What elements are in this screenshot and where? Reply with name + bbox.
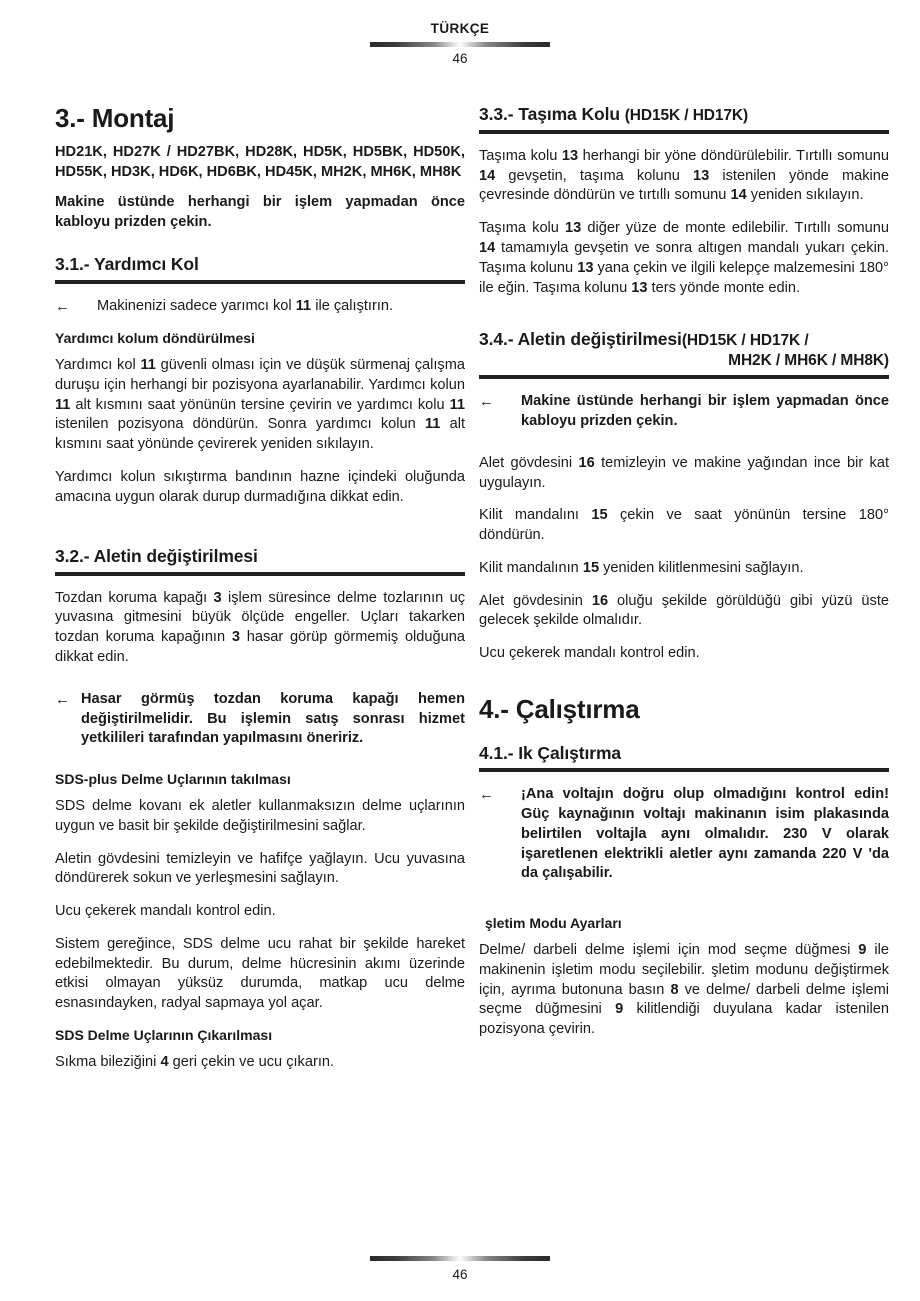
paragraph-sds-chuck: SDS delme kovanı ek aletler kullanmaksızın delme uçlarının uygun ve basit bir şekilde değiştirilmesini sağlar. — [55, 797, 465, 834]
paragraph-carry-handle-mount: Taşıma kolu 13 diğer yüze de monte edilebilir. Tırtıllı somunu 14 tamamıyla gevşetin ve sonra altıgen mandalı yukarı çekin. Taşıma kolunu 13 yana çekin ve ilgili kelepçe malzemesini 180° ile eğin. Taşıma kolunu 13 ters yönde monte edin. — [479, 220, 890, 296]
subheading-operating-mode-settings: şletim Modu Ayarları — [485, 915, 622, 932]
section-heading-3-1: 3.1.- Yardımcı Kol — [55, 254, 199, 275]
section-rule — [479, 375, 889, 379]
spacer — [479, 311, 889, 329]
model-list: HD21K, HD27K / HD27BK, HD28K, HD5K, HD5BK, HD50K, HD55K, HD3K, HD6K, HD6BK, HD45K, MH2K, MH6K, MH8K — [55, 144, 465, 180]
section-rule — [479, 768, 889, 772]
note-mains-voltage — [479, 785, 889, 884]
bullet-arrow-icon: ← — [55, 297, 70, 315]
section-rule — [55, 280, 465, 284]
paragraph-aux-handle-adjust: Yardımcı kol 11 güvenli olması için ve düşük sürmenaj çalışma duruşu için herhangi bir pozisyona ayarlanabilir. Yardımcı kolun 11 alt kısmını saat yönünün tersine çevirin ve yardımcı kolu 11 istenilen pozisyona döndürün. Sonra yardımcı kolun 11 alt kısmını saat yönünde çevirerek yeniden sıkılayın. — [55, 357, 465, 453]
spacer — [55, 520, 465, 546]
paragraph-clamp-ring: Sıkma bileziğini 4 geri çekin ve ucu çıkarın. — [55, 1053, 335, 1070]
paragraph-clean-lubricate: Aletin gövdesini temizleyin ve hafifçe yağlayın. Ucu yuvasına döndürerek sokun ve yerleşmesini sağlayın. — [55, 850, 465, 887]
paragraph-relock-latch: Kilit mandalının 15 yeniden kilitlenmesini sağlayın. — [479, 559, 804, 576]
spacer — [55, 245, 465, 254]
running-footer — [0, 1251, 920, 1283]
spacer — [55, 681, 465, 690]
subheading-sds-removal: SDS Delme Uçlarının Çıkarılması — [55, 1026, 273, 1043]
running-header — [0, 22, 920, 67]
paragraph-aux-handle-band: Yardımcı kolun sıkıştırma bandının hazne içindeki oluğunda amacına uygun olarak durup durmadığına dikkat edin. — [55, 468, 465, 505]
section-heading-3-3-models: (HD15K / HD17K) — [624, 107, 749, 124]
bullet-arrow-icon: ← — [479, 393, 494, 411]
paragraph-check-latch: Ucu çekerek mandalı kontrol edin. — [55, 903, 276, 920]
paragraph-clean-tool-body: Alet gövdesini 16 temizleyin ve makine yağından ince bir kat uygulayın. — [479, 454, 889, 491]
left-column — [55, 104, 465, 1073]
right-column — [479, 104, 889, 1040]
footer-page-number: 46 — [452, 1266, 468, 1282]
chapter-title-4: 4.- Çalıştırma — [479, 693, 640, 724]
bullet-arrow-icon: ← — [479, 786, 494, 804]
note-unplug-before-work — [479, 392, 889, 432]
section-rule — [479, 130, 889, 134]
paragraph-tool-body-groove: Alet gövdesinin 16 oluğu şekilde görüldüğü gibi yüzü üste gelecek şekilde olmalıdır. — [479, 592, 889, 629]
footer-gradient-rule — [370, 1256, 550, 1261]
note-damaged-dust-cap — [55, 690, 465, 749]
warning-unplug-intro: Makine üstünde herhangi bir işlem yapmadan önce kabloyu prizden çekin. — [55, 193, 465, 230]
spacer — [479, 734, 889, 743]
subheading-aux-handle-rotation: Yardımcı kolum döndürülmesi — [55, 330, 255, 347]
paragraph-dust-cap: Tozdan koruma kapağı 3 işlem süresince delme tozlarının uç yuvasına gitmesini büyük ölçüde engeller. Uçları takarken tozdan koruma kapağının 3 hasar görüp görmemiş olduğuna dikkat edin. — [55, 589, 465, 666]
paragraph-pull-locking-latch: Kilit mandalını 15 çekin ve saat yönünün tersine 180° döndürün. — [479, 507, 889, 544]
spacer — [55, 762, 465, 771]
header-page-number: 46 — [452, 50, 468, 66]
paragraph-operating-mode: Delme/ darbeli delme işlemi için mod seçme düğmesi 9 ile makinenin işletim modu seçilebilir. şletim modunu değiştirmek için, ayrıma butonuna basın 8 ve delme/ darbeli delme işlemi seçme düğmesini 9 kilitlendiği duyulana kadar istenilen pozisyona çevirin. — [479, 942, 890, 1038]
spacer — [479, 677, 889, 695]
paragraph-carry-handle-rotate: Taşıma kolu 13 herhangi bir yöne döndürülebilir. Tırtıllı somunu 14 gevşetin, taşıma kolunu 13 istenilen yönde makine çevresinde döndürün ve tırtıllı somunu 14 yeniden sıkılayın. — [479, 147, 890, 204]
note-text: ¡Ana voltajın doğru olup olmadığını kontrol edin! Güç kaynağının voltajı makinanın isim plakasında belirtilen voltajla aynı olmalıdır. 230 V olarak işaretlenen elektrikli aletler aynı zamanda 220 V 'da da çalışabilir. — [521, 786, 889, 882]
language-label: TÜRKÇE — [430, 21, 490, 36]
bullet-arrow-icon: ← — [55, 690, 70, 708]
section-heading-3-4 — [479, 329, 889, 371]
section-heading-3-4-models-line1: (HD15K / HD17K / — [681, 332, 809, 350]
note-text: Makine üstünde herhangi bir işlem yapmadan önce kabloyu prizden çekin. — [521, 393, 889, 430]
spacer — [479, 897, 889, 915]
chapter-title-3: 3.- Montaj — [55, 103, 175, 133]
section-heading-3-3-title: 3.3.- Taşıma Kolu — [479, 104, 620, 124]
paragraph-check-latch-right: Ucu çekerek mandalı kontrol edin. — [479, 645, 700, 662]
section-heading-4-1: 4.1.- Ik Çalıştırma — [479, 743, 622, 764]
paragraph-system-movement: Sistem gereğince, SDS delme ucu rahat bir şekilde hareket edebilmektedir. Bu durum, delme hücresinin akımı üzerinde etkisi olmayan yüksüz durumda, matkap ucu delme esnasındayken, radyal sapmaya yol açar. — [55, 935, 465, 1012]
section-rule — [55, 572, 465, 576]
subheading-sds-plus-install: SDS-plus Delme Uçlarının takılması — [55, 771, 291, 788]
note-text: Makinenizi sadece yarımcı kol 11 ile çalıştırın. — [97, 297, 394, 314]
header-gradient-rule — [370, 42, 550, 47]
section-heading-3-4-title: 3.4.- Aletin değiştirilmesi — [479, 329, 682, 350]
spacer — [479, 445, 889, 454]
section-heading-3-4-models-line2: MH2K / MH6K / MH8K) — [728, 352, 889, 370]
section-heading-3-3 — [479, 104, 889, 126]
note-text: Hasar görmüş tozdan koruma kapağı hemen değiştirilmelidir. Bu işlemin satış sonrası hizmet yetkilileri tarafından yapılmasını öneririz. — [81, 690, 465, 747]
note-aux-handle — [55, 297, 465, 317]
section-heading-3-2: 3.2.- Aletin değiştirilmesi — [55, 546, 258, 567]
